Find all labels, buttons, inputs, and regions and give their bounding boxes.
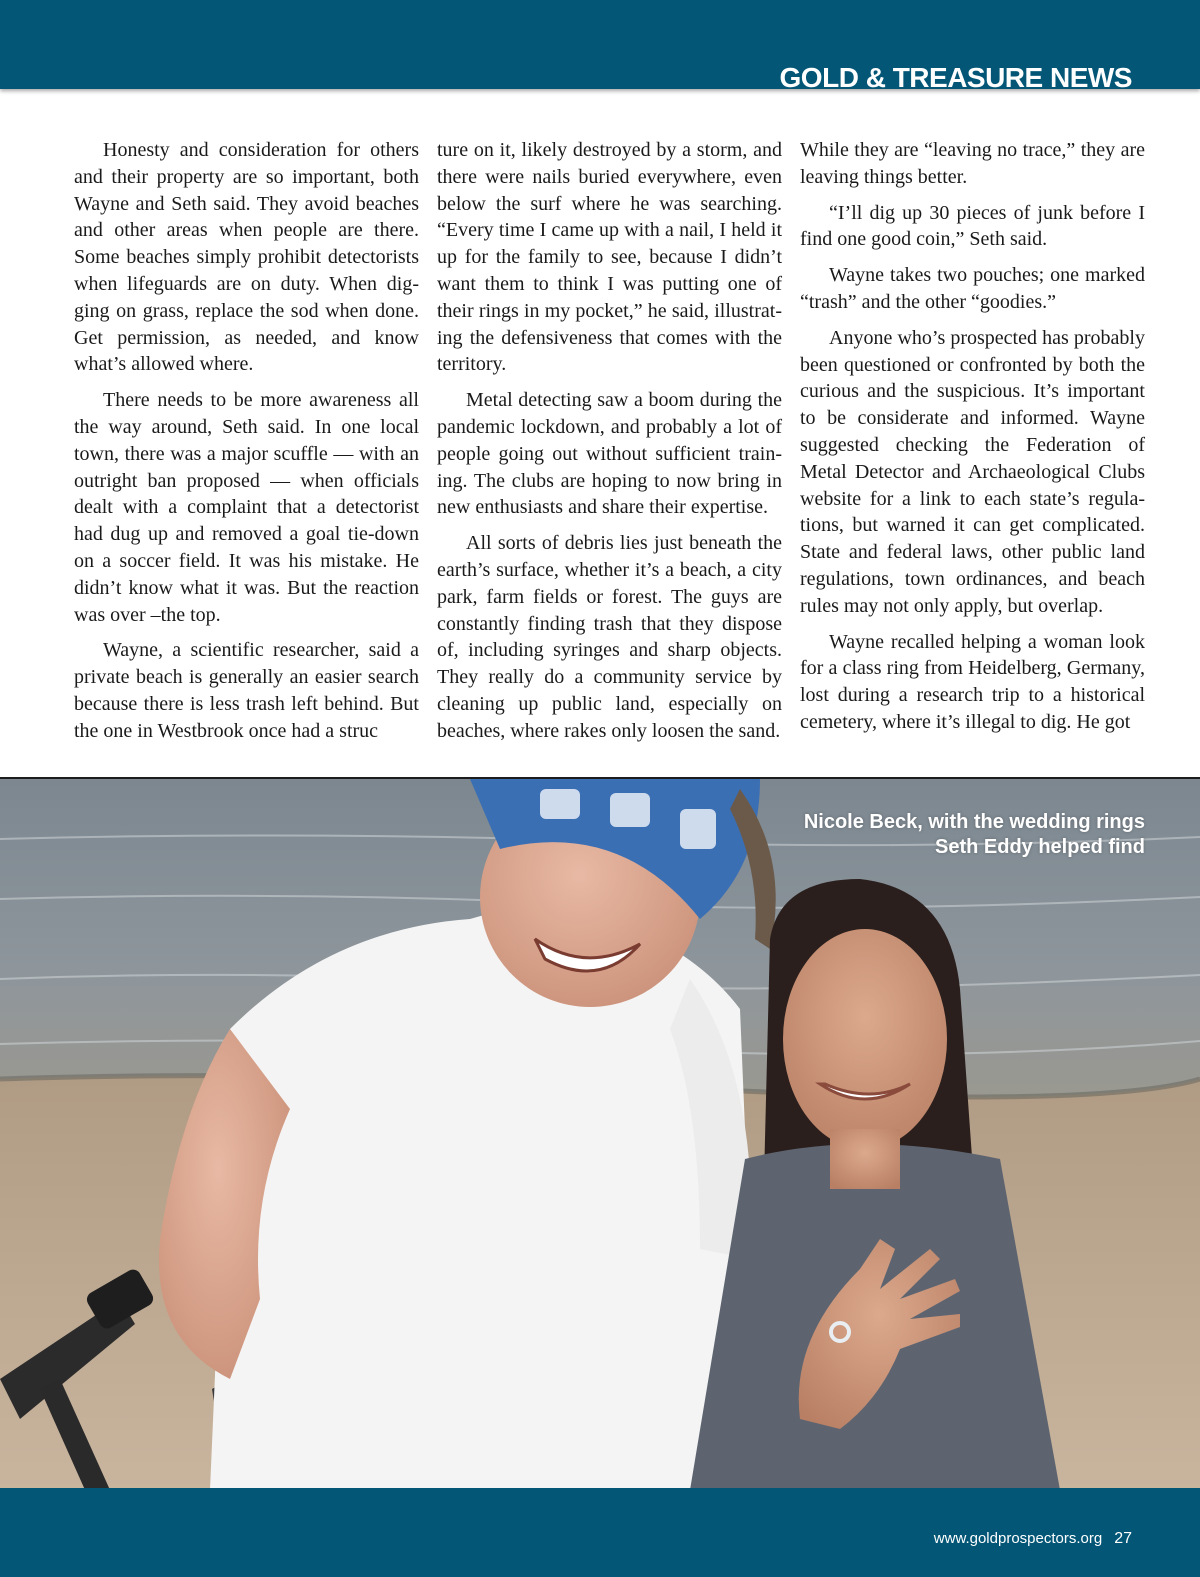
article-paragraph: Anyone who’s prospected has probably been questioned or confronted by both the curious and the suspicious. It’s important to be considerate and informed. Wayne suggested checking the Federation of Metal Detector and Archaeological Clubs website for a link to each state’s regulations, but warned it can get complicated. State and federal laws, other public land regulations, town ordinances, and beach rules may not only apply, but overlap. xyxy=(800,326,1145,617)
photo-caption: Nicole Beck, with the wedding rings Seth Eddy helped find xyxy=(803,811,1145,858)
article-paragraph: Wayne recalled helping a woman look for a class ring from Heidelberg, Germany, lost during a research trip to a historical cemetery, where it’s illegal to dig. He got xyxy=(800,630,1145,733)
article-paragraph: While they are “leaving no trace,” they are leaving things better. xyxy=(800,139,1145,188)
article-column-2 xyxy=(437,137,782,754)
article-column-3 xyxy=(800,137,1145,745)
article-paragraph: ture on it, likely destroyed by a storm, and there were nails buried everywhere, even below the surf where he was searching. “Every time I came up with a nail, I held it up for the family to see, because I didn’t want them to think I was putting one of their rings in my pocket,” he said, illustrating the defensiveness that comes with the territory. xyxy=(437,139,782,376)
article-paragraph: Wayne, a scientific researcher, said a private beach is generally an easier search because there is less trash left behind. But the one in Westbrook once had a struc xyxy=(74,639,419,742)
article-paragraph: Metal detecting saw a boom during the pandemic lockdown, and probably a lot of people going out without sufficient training. The clubs are hoping to now bring in new enthusiasts and share their expertise. xyxy=(437,389,782,519)
article-paragraph: There needs to be more awareness all the way around, Seth said. In one local town, there was a major scuffle — with an outright ban proposed — when officials dealt with a complaint that a detectorist had dug up and removed a goal tie-down on a soccer field. It was his mistake. He didn’t know what it was. But the reaction was over –the top. xyxy=(74,389,419,626)
beach-photo xyxy=(0,777,1200,1490)
article-paragraph: All sorts of debris lies just beneath the earth’s surface, whether it’s a beach, a city park, farm fields or forest. The guys are constantly finding trash that they dispose of, including syringes and sharp objects. They really do a community service by cleaning up public land, especially on beaches, where rakes only loosen the sand. xyxy=(437,532,782,742)
page-number: 27 xyxy=(1114,1530,1132,1547)
article-column-1 xyxy=(74,137,419,754)
footer-url[interactable]: www.goldprospectors.org xyxy=(933,1530,1103,1547)
footer xyxy=(934,1530,1132,1548)
article-paragraph: “I’ll dig up 30 pieces of junk before I find one good coin,” Seth said. xyxy=(800,201,1145,251)
article-paragraph: Wayne takes two pouches; one marked “trash” and the other “goodies.” xyxy=(800,264,1145,313)
beach-photo-illustration xyxy=(0,779,1200,1490)
article-paragraph: Honesty and consideration for others and their property are so important, both Wayne and Seth said. They avoid beaches and other areas when people are there. Some beaches simply prohibit detectorists when lifeguards are on duty. When digging on grass, replace the sod when done. Get permission, as needed, and know what’s allowed where. xyxy=(74,139,419,376)
section-title: GOLD & TREASURE NEWS xyxy=(779,62,1132,93)
